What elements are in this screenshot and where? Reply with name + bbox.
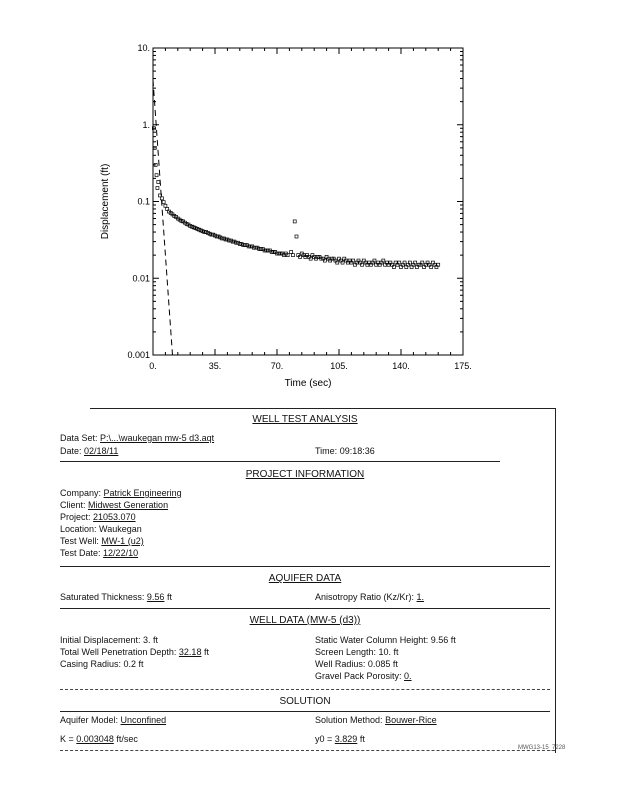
report-top-rule: [90, 408, 556, 409]
well-data-title: WELL DATA (MW-5 (d3)): [249, 615, 361, 626]
date-row: Date: 02/18/11: [60, 446, 119, 456]
data-set-row: Data Set: P:\...\waukegan mw-5 d3.aqt: [60, 433, 215, 443]
gravel-pack-row: Gravel Pack Porosity: 0.: [315, 671, 412, 681]
x-tick-label: 175.: [454, 361, 472, 371]
y-tick-label: 0.1: [137, 196, 150, 207]
time-value: 09:18:36: [339, 446, 375, 456]
bottom-rule: [60, 750, 555, 751]
y-tick-label: 0.01: [132, 273, 150, 284]
aquifer-data-title: AQUIFER DATA: [268, 573, 342, 584]
test-well-row: Test Well: MW-1 (u2): [60, 536, 144, 546]
time-row: Time: 09:18:36: [315, 446, 375, 456]
data-point: [291, 254, 294, 257]
casing-radius: Casing Radius: 0.2 ft: [60, 659, 144, 669]
x-tick-label: 35.: [208, 361, 222, 371]
data-point: [162, 201, 165, 204]
x-tick-label: 105.: [330, 361, 348, 371]
x-tick-label: 70.: [270, 361, 284, 371]
well-test-analysis-title: WELL TEST ANALYSIS: [252, 414, 358, 425]
project-row: Project: 21053.070: [60, 512, 136, 522]
data-point: [155, 174, 158, 177]
saturated-thickness-row: Saturated Thickness: 9.56 ft: [60, 592, 172, 602]
anisotropy-row: Anisotropy Ratio (Kz/Kr): 1.: [315, 592, 425, 602]
static-water-column: Static Water Column Height: 9.56 ft: [315, 635, 456, 645]
data-point: [164, 204, 167, 207]
y-tick-label: 0.001: [127, 350, 150, 360]
divider-4: [60, 689, 550, 690]
project-information-title: PROJECT INFORMATION: [245, 469, 365, 480]
aquifer-model-row: Aquifer Model: Unconfined: [60, 715, 167, 725]
page-stamp: MWG13-15_7228: [518, 745, 566, 751]
client-row: Client: Midwest Generation: [60, 500, 169, 510]
y-tick-label: 1.: [142, 119, 150, 130]
total-penetration-row: Total Well Penetration Depth: 32.18 ft: [60, 647, 209, 657]
x-axis-label: Time (sec): [284, 378, 332, 389]
date-value: 02/18/11: [84, 446, 119, 456]
report-border-right: [555, 408, 556, 753]
location-row: Location: Waukegan: [60, 524, 142, 534]
divider-3: [60, 608, 550, 609]
screen-length: Screen Length: 10. ft: [315, 647, 399, 657]
divider-2: [60, 566, 550, 567]
k-row: K = 0.003048 ft/sec: [60, 734, 138, 744]
solution-method-row: Solution Method: Bouwer-Rice: [315, 715, 437, 725]
data-point: [157, 180, 160, 183]
data-set-value: P:\...\waukegan mw-5 d3.aqt: [100, 433, 215, 443]
data-point: [156, 186, 159, 189]
fit-line: [153, 80, 172, 355]
y-axis-label: Displacement (ft): [100, 163, 111, 240]
y0-row: y0 = 3.829 ft: [315, 734, 365, 744]
test-date-row: Test Date: 12/22/10: [60, 548, 139, 558]
initial-displacement: Initial Displacement: 3. ft: [60, 635, 159, 645]
x-tick-label: 140.: [392, 361, 410, 371]
well-radius: Well Radius: 0.085 ft: [315, 659, 398, 669]
plot-frame: [153, 48, 463, 355]
data-point: [293, 220, 296, 223]
solution-title: SOLUTION: [279, 696, 331, 707]
divider-1: [60, 461, 500, 462]
y-tick-label: 10.: [137, 43, 150, 53]
data-point: [295, 235, 298, 238]
company-row: Company: Patrick Engineering: [60, 488, 182, 498]
x-tick-label: 0.: [149, 361, 157, 371]
data-point: [290, 250, 293, 253]
divider-5: [60, 711, 550, 712]
data-point: [160, 197, 163, 200]
